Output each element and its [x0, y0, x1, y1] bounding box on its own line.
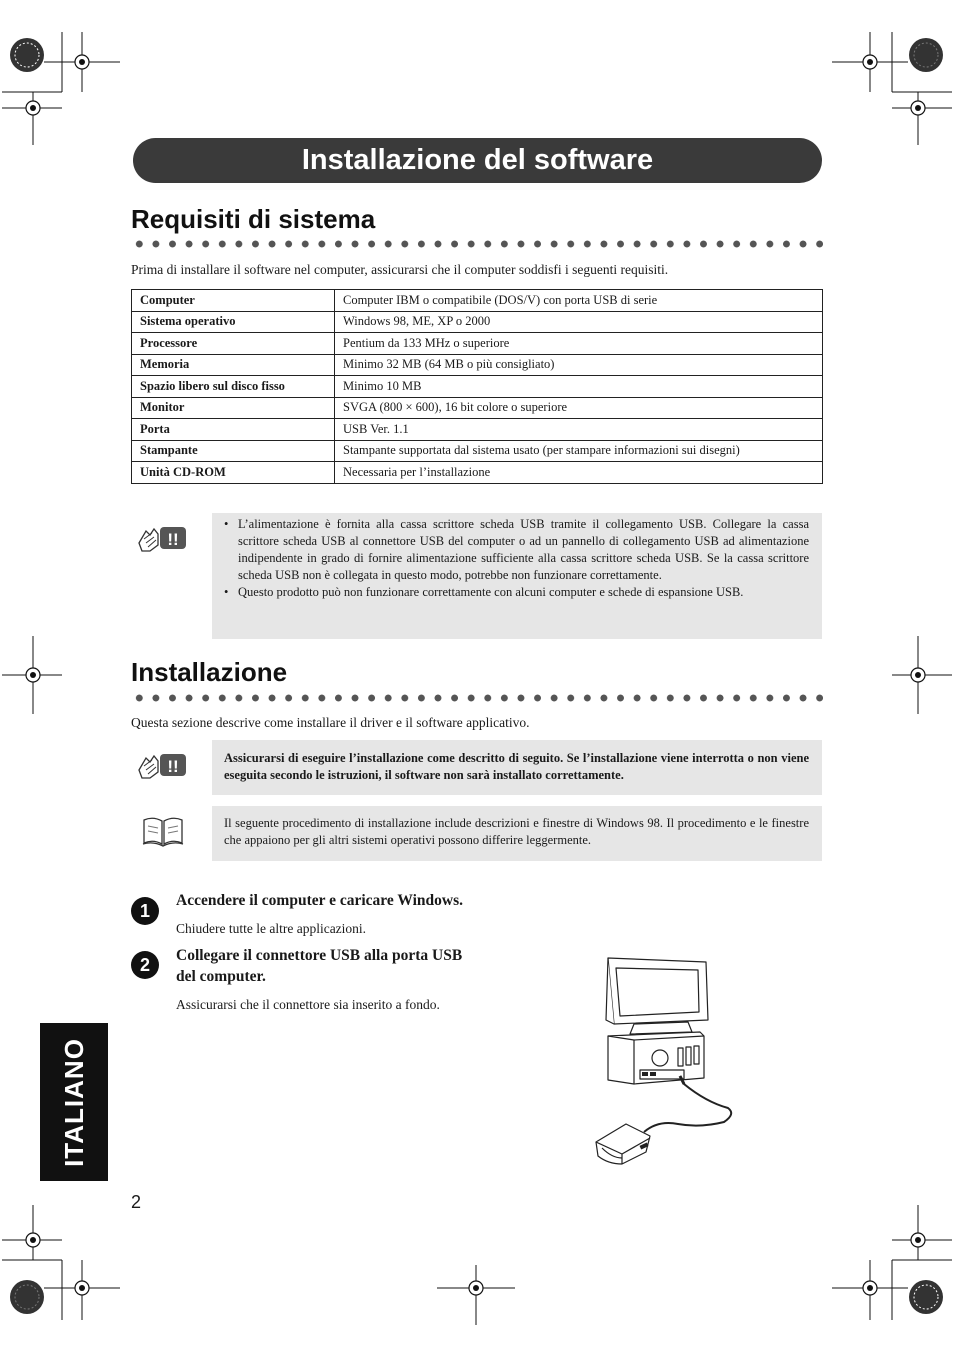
row-value: USB Ver. 1.1 — [335, 419, 823, 441]
table-row — [132, 311, 823, 333]
table-row — [132, 333, 823, 355]
dotted-divider — [131, 240, 823, 248]
table-row — [132, 440, 823, 462]
row-value: Pentium da 133 MHz o superiore — [335, 333, 823, 355]
step-body: Chiudere tutte le altre applicazioni. — [176, 921, 367, 936]
table-row — [132, 462, 823, 484]
svg-text:!!: !! — [167, 530, 179, 549]
note-bullet-list — [224, 516, 809, 601]
row-value: SVGA (800 × 600), 16 bit colore o superiore — [335, 397, 823, 419]
row-key: Spazio libero sul disco fisso — [132, 376, 335, 398]
svg-text:!!: !! — [167, 757, 179, 776]
requirements-table — [131, 289, 823, 484]
warning-text: Assicurarsi di eseguire l’installazione come descritto di seguito. Se l’installazione viene interrotta o non viene eseguita secondo le istruzioni, il software non sarà installato correttamente. — [224, 751, 809, 782]
requirements-intro: Prima di installare il software nel computer, assicurarsi che il computer soddisfi i seguenti requisiti. — [131, 262, 669, 277]
row-value: Necessaria per l’installazione — [335, 462, 823, 484]
row-key: Memoria — [132, 354, 335, 376]
row-key: Sistema operativo — [132, 311, 335, 333]
row-key: Processore — [132, 333, 335, 355]
list-item: • L’alimentazione è fornita alla cassa scrittore scheda USB tramite il collegamento USB. Collegare la cassa scrittore scheda USB al connettore USB del computer o ad un pannello di collegamento USB ad alimentazione indipendente in grado di fornire alimentazione sufficiente alla cassa scrittore scheda USB. Se la cassa scrittore scheda USB non è collegata in questo modo, potrebbe non funzionare correttamente. — [224, 517, 809, 582]
row-key: Porta — [132, 419, 335, 441]
page-title: Installazione del software — [301, 144, 654, 176]
note-bullet-text: L’alimentazione è fornita alla cassa scrittore scheda USB tramite il collegamento USB. Collegare la cassa scrittore scheda USB al connettore USB del computer o ad un pannello di collegamento USB ad alimentazione indipendente in grado di fornire alimentazione sufficiente alla cassa scrittore scheda USB. Se la cassa scrittore scheda USB non è collegata in questo modo, potrebbe non funzionare correttamente. — [238, 517, 809, 582]
row-key: Stampante — [132, 440, 335, 462]
step-title: Collegare il connettore USB alla porta USB del computer. — [176, 947, 463, 985]
row-value: Computer IBM o compatibile (DOS/V) con porta USB di serie — [335, 290, 823, 312]
table-row — [132, 290, 823, 312]
computer-card-writer-illustration — [588, 952, 738, 1174]
note-bullet-text: Questo prodotto può non funzionare correttamente con alcuni computer e schede di espansione USB. — [238, 585, 744, 599]
table-row — [132, 354, 823, 376]
step-body: Assicurarsi che il connettore sia inserito a fondo. — [176, 997, 440, 1012]
caution-hand-icon — [136, 523, 190, 555]
step-number: 1 — [131, 897, 159, 925]
caution-hand-icon — [136, 750, 190, 782]
dotted-divider — [131, 694, 823, 702]
row-value: Stampante supportata dal sistema usato (per stampare informazioni sui disegni) — [335, 440, 823, 462]
language-side-tab-label-wrap — [40, 1023, 108, 1181]
page-number: 2 — [131, 1192, 142, 1212]
language-side-tab-label: ITALIANO — [58, 1037, 89, 1167]
table-row — [132, 397, 823, 419]
table-row — [132, 419, 823, 441]
table-row — [132, 376, 823, 398]
section-heading-requirements: Requisiti di sistema — [131, 204, 376, 234]
step-number: 2 — [131, 951, 159, 979]
row-key: Monitor — [132, 397, 335, 419]
row-value: Minimo 10 MB — [335, 376, 823, 398]
section-heading-installation: Installazione — [131, 657, 288, 687]
list-item: • Questo prodotto può non funzionare correttamente con alcuni computer e schede di espansione USB. — [224, 585, 744, 599]
installation-intro: Questa sezione descrive come installare il driver e il software applicativo. — [131, 715, 530, 730]
row-value: Minimo 32 MB (64 MB o più consigliato) — [335, 354, 823, 376]
row-value: Windows 98, ME, XP o 2000 — [335, 311, 823, 333]
step-title: Accendere il computer e caricare Windows. — [176, 892, 463, 909]
row-key: Computer — [132, 290, 335, 312]
memo-text: Il seguente procedimento di installazione include descrizioni e finestre di Windows 98. Il procedimento e le finestre che appaiono per gli altri sistemi operativi possono differire leggermente. — [224, 816, 809, 847]
open-book-icon — [142, 814, 184, 848]
row-key: Unità CD-ROM — [132, 462, 335, 484]
